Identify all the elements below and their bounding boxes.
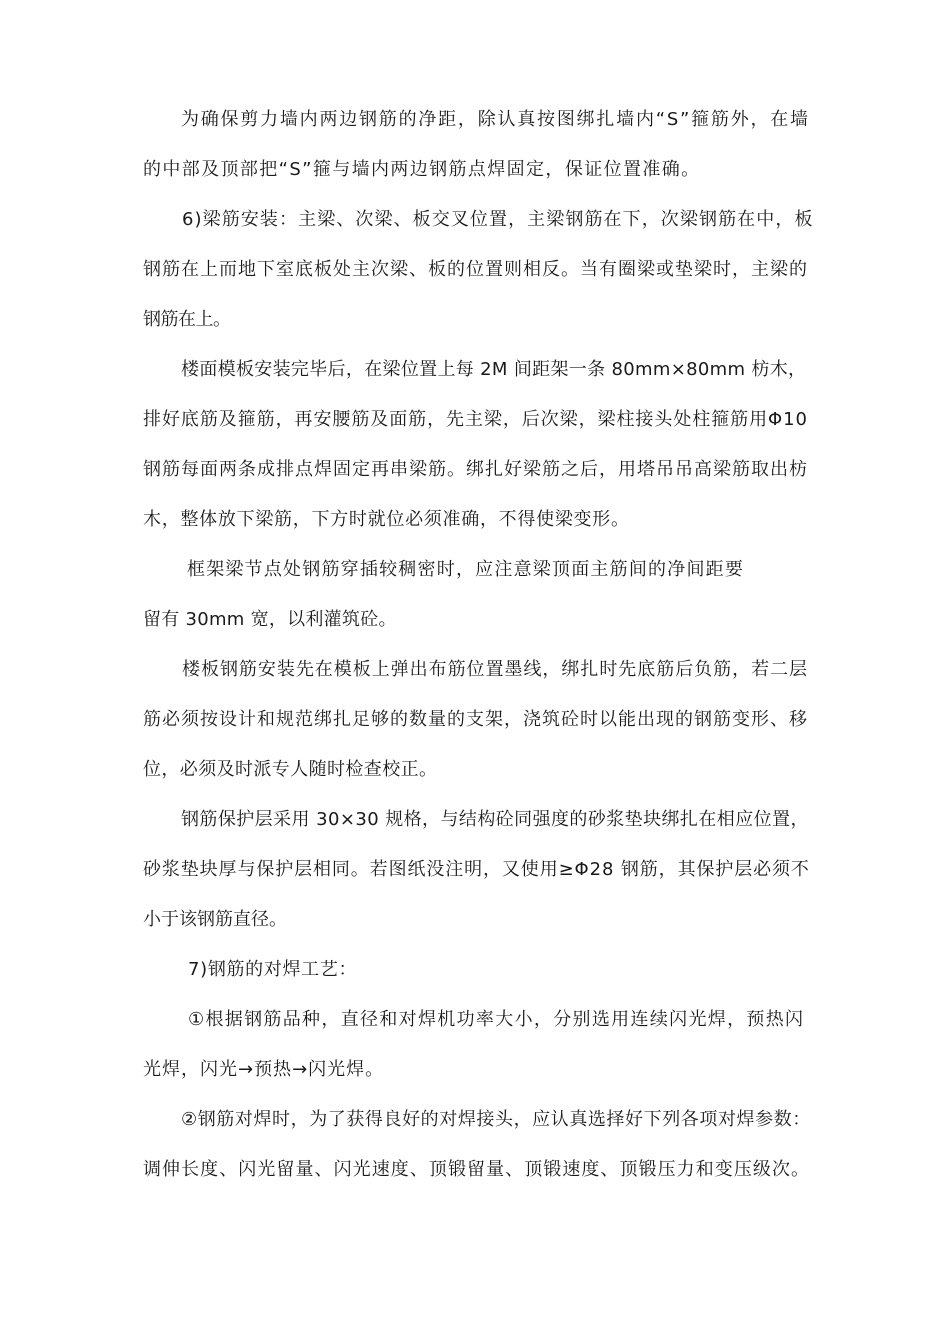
text-line: 光焊，闪光→预热→闪光焊。 <box>143 1059 385 1080</box>
text-line: 位，必须及时派专人随时检查校正。 <box>143 759 438 780</box>
text-line: 框架梁节点处钢筋穿插较稠密时，应注意梁顶面主筋间的净间距要 <box>187 559 745 580</box>
text-line: 楼板钢筋安装先在模板上弹出布筋位置墨线，绑扎时先底筋后负筋，若二层 <box>182 659 809 680</box>
text-line: 木，整体放下梁筋，下方时就位必须准确，不得使梁变形。 <box>143 509 630 530</box>
text-line: 钢筋每面两条成排点焊固定再串梁筋。绑扎好梁筋之后，用塔吊吊高梁筋取出枋 <box>143 459 808 480</box>
text-line: 排好底筋及箍筋，再安腰筋及面筋，先主梁，后次梁，梁柱接头处柱箍筋用Φ10 <box>143 409 808 430</box>
text-line: ①根据钢筋品种，直径和对焊机功率大小，分别选用连续闪光焊，预热闪 <box>188 1009 805 1030</box>
text-line: 楼面模板安装完毕后，在梁位置上每 2M 间距架一条 80mm×80mm 枋木， <box>181 359 807 380</box>
text-line: 留有 30mm 宽，以利灌筑砼。 <box>143 609 397 630</box>
text-line: 6)梁筋安装：主梁、次梁、板交叉位置，主梁钢筋在下，次梁钢筋在中，板 <box>182 209 814 230</box>
text-line: 为确保剪力墙内两边钢筋的净距，除认真按图绑扎墙内“S”箍筋外，在墙 <box>181 109 810 130</box>
text-line: 砂浆垫块厚与保护层相同。若图纸没注明，又使用≥Φ28 钢筋，其保护层必须不 <box>143 859 810 880</box>
text-line: 钢筋在上。 <box>143 309 231 330</box>
text-line: 调伸长度、闪光留量、闪光速度、顶锻留量、顶锻速度、顶锻压力和变压级次。 <box>143 1159 811 1180</box>
text-line: 的中部及顶部把“S”箍与墙内两边钢筋点焊固定，保证位置准确。 <box>143 159 701 180</box>
text-line: 筋必须按设计和规范绑扎足够的数量的支架，浇筑砼时以能出现的钢筋变形、移 <box>143 709 808 730</box>
text-line: ②钢筋对焊时，为了获得良好的对焊接头，应认真选择好下列各项对焊参数： <box>181 1109 811 1130</box>
text-line: 钢筋保护层采用 30×30 规格，与结构砼同强度的砂浆垫块绑扎在相应位置， <box>181 809 809 830</box>
text-line: 小于该钢筋直径。 <box>143 909 287 930</box>
text-line: 7)钢筋的对焊工艺： <box>188 959 358 980</box>
text-line: 钢筋在上而地下室底板处主次梁、板的位置则相反。当有圈梁或垫梁时，主梁的 <box>143 259 808 280</box>
